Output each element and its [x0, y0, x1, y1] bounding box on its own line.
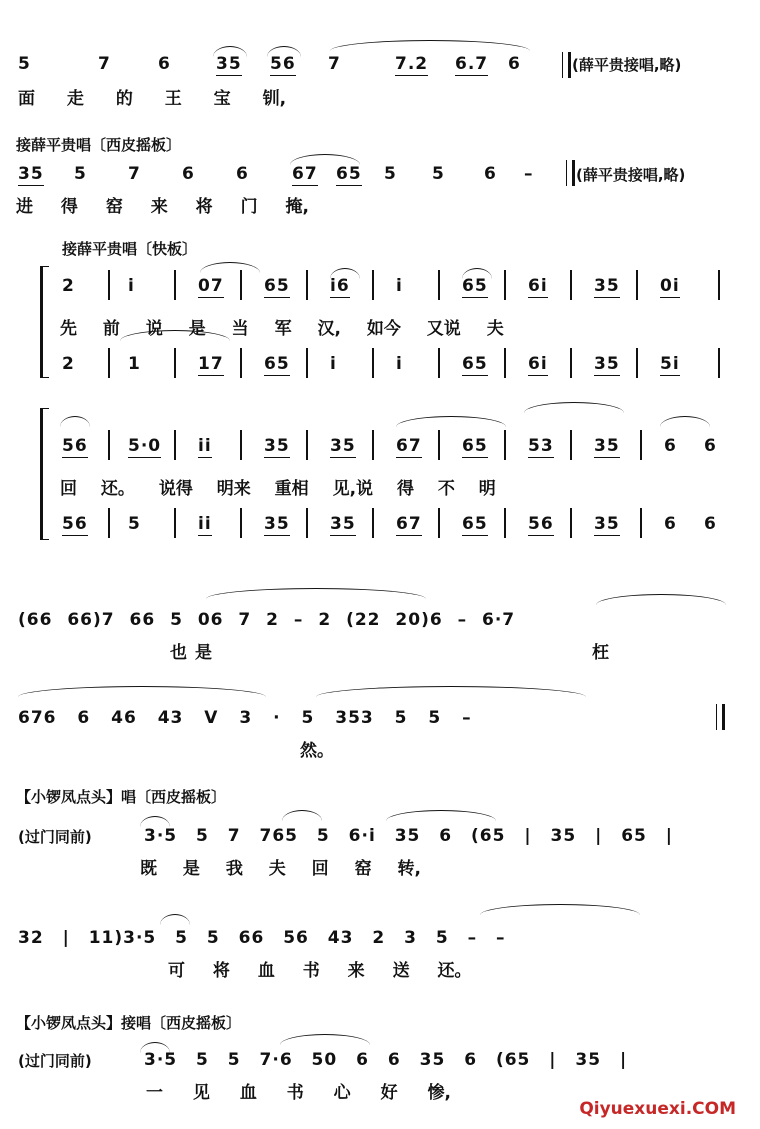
barline	[438, 430, 440, 460]
note: 35	[594, 354, 620, 374]
slur	[660, 416, 710, 427]
lyrics: 先 前 说 是 当 军 汉, 如今 又说 夫	[60, 319, 504, 339]
notes-line: 676 6 46 43 V 3 · 5 353 5 5 –	[18, 708, 472, 728]
note: 5i	[660, 354, 680, 374]
barline	[306, 270, 308, 300]
barline	[636, 348, 638, 378]
slur	[280, 1034, 370, 1045]
barline	[306, 430, 308, 460]
double-barline	[566, 160, 575, 186]
barline	[570, 270, 572, 300]
note: 65	[264, 276, 290, 296]
note: 6.7	[455, 54, 489, 74]
slur	[396, 416, 506, 427]
barline	[174, 348, 176, 378]
note: 7	[328, 54, 341, 74]
note: i	[396, 276, 403, 296]
note: 6	[484, 164, 497, 184]
section-header: 【小锣凤点头】接唱〔西皮摇板〕	[16, 1014, 242, 1032]
barline	[438, 508, 440, 538]
note: i	[396, 354, 403, 374]
note: 65	[336, 164, 362, 184]
slur	[524, 402, 624, 413]
notes-line: 3·5 5 5 7·6 50 6 6 35 6 (65 | 35 |	[144, 1050, 628, 1070]
performance-note: (薛平贵接唱,略)	[576, 166, 686, 184]
note: 6	[664, 436, 677, 456]
barline	[240, 348, 242, 378]
slur	[330, 40, 530, 51]
barline	[504, 430, 506, 460]
lyrics: 然。	[300, 741, 334, 761]
barline	[108, 430, 110, 460]
barline	[306, 348, 308, 378]
note: 35	[216, 54, 242, 74]
note: 7	[128, 164, 141, 184]
performance-note: (薛平贵接唱,略)	[572, 56, 682, 74]
note: 6	[158, 54, 171, 74]
note: 56	[270, 54, 296, 74]
note: 35	[330, 514, 356, 534]
section-header: 接薛平贵唱〔西皮摇板〕	[16, 136, 182, 154]
barline	[438, 348, 440, 378]
slur	[18, 686, 266, 697]
note: 65	[462, 354, 488, 374]
note: 65	[462, 514, 488, 534]
slur	[596, 594, 726, 605]
note: 07	[198, 276, 224, 296]
barline	[372, 430, 374, 460]
slur	[480, 904, 640, 915]
barline	[306, 508, 308, 538]
note: 67	[396, 514, 422, 534]
system-bracket	[40, 266, 49, 378]
note: 6	[704, 436, 717, 456]
note: 2	[62, 354, 75, 374]
slur	[316, 686, 586, 697]
note: 6	[508, 54, 521, 74]
notes-line: (66 66)7 66 5 06 7 2 – 2 (22 20)6 – 6·7	[18, 610, 516, 630]
barline	[372, 270, 374, 300]
note: 35	[594, 436, 620, 456]
barline	[174, 508, 176, 538]
lyrics: 进 得 窑 来 将 门 掩,	[16, 197, 309, 217]
lyrics: 枉	[592, 643, 609, 663]
lyrics: 也是	[170, 643, 220, 663]
note: 56	[62, 436, 88, 456]
note: i	[128, 276, 135, 296]
note: 5	[432, 164, 445, 184]
note: 65	[264, 354, 290, 374]
note: 17	[198, 354, 224, 374]
note: 7	[98, 54, 111, 74]
note: i6	[330, 276, 350, 296]
barline	[504, 270, 506, 300]
barline	[640, 508, 642, 538]
system-bracket	[40, 408, 49, 540]
slur	[386, 810, 496, 821]
note: 7.2	[395, 54, 429, 74]
note: 1	[128, 354, 141, 374]
barline	[240, 508, 242, 538]
note: 6i	[528, 354, 548, 374]
site-watermark: Qiyuexuexi.COM	[579, 1099, 736, 1119]
note: 5	[384, 164, 397, 184]
notes-line: 3·5 5 7 765 5 6·i 35 6 (65 | 35 | 65 |	[144, 826, 673, 846]
barline	[718, 348, 720, 378]
barline	[570, 348, 572, 378]
barline	[372, 348, 374, 378]
lyrics: 面 走 的 王 宝 钏,	[18, 89, 287, 109]
note: 56	[528, 514, 554, 534]
barline	[636, 270, 638, 300]
barline	[174, 430, 176, 460]
slur	[200, 262, 260, 273]
barline	[570, 508, 572, 538]
note: 56	[62, 514, 88, 534]
barline	[438, 270, 440, 300]
barline	[504, 348, 506, 378]
note: 6	[664, 514, 677, 534]
lyrics: 可 将 血 书 来 送 还。	[168, 961, 472, 981]
note: 5	[74, 164, 87, 184]
note: 6	[236, 164, 249, 184]
note: 35	[594, 276, 620, 296]
barline	[718, 270, 720, 300]
note: 35	[264, 514, 290, 534]
note: 53	[528, 436, 554, 456]
barline	[108, 270, 110, 300]
section-header: 接薛平贵唱〔快板〕	[62, 240, 198, 258]
note: 6	[182, 164, 195, 184]
barline	[240, 270, 242, 300]
lyrics: 一 见 血 书 心 好 惨,	[146, 1083, 451, 1103]
note: 65	[462, 436, 488, 456]
barline	[108, 348, 110, 378]
slur	[206, 588, 426, 599]
double-barline	[562, 52, 571, 78]
note: ii	[198, 514, 212, 534]
barline	[570, 430, 572, 460]
note: –	[524, 164, 534, 184]
barline	[372, 508, 374, 538]
note: 5	[128, 514, 141, 534]
note: 5·0	[128, 436, 162, 456]
barline	[108, 508, 110, 538]
lyrics: 回 还。 说得 明来 重相 见,说 得 不 明	[60, 479, 496, 499]
interlude-note: (过门同前)	[18, 1052, 92, 1070]
interlude-note: (过门同前)	[18, 828, 92, 846]
lyrics: 既 是 我 夫 回 窑 转,	[140, 859, 421, 879]
note: 0i	[660, 276, 680, 296]
note: 2	[62, 276, 75, 296]
note: 5	[18, 54, 31, 74]
note: 35	[594, 514, 620, 534]
note: 35	[264, 436, 290, 456]
note: 6	[704, 514, 717, 534]
barline	[240, 430, 242, 460]
slur	[60, 416, 90, 427]
note: 35	[18, 164, 44, 184]
notes-line: 32 | 11)3·5 5 5 66 56 43 2 3 5 – –	[18, 928, 506, 948]
note: ii	[198, 436, 212, 456]
slur	[160, 914, 190, 925]
note: 35	[330, 436, 356, 456]
barline	[504, 508, 506, 538]
barline	[640, 430, 642, 460]
note: 67	[396, 436, 422, 456]
double-barline	[716, 704, 725, 730]
note: 6i	[528, 276, 548, 296]
note: 67	[292, 164, 318, 184]
note: 65	[462, 276, 488, 296]
barline	[174, 270, 176, 300]
section-header: 【小锣凤点头】唱〔西皮摇板〕	[16, 788, 227, 806]
note: i	[330, 354, 337, 374]
slur	[282, 810, 322, 821]
